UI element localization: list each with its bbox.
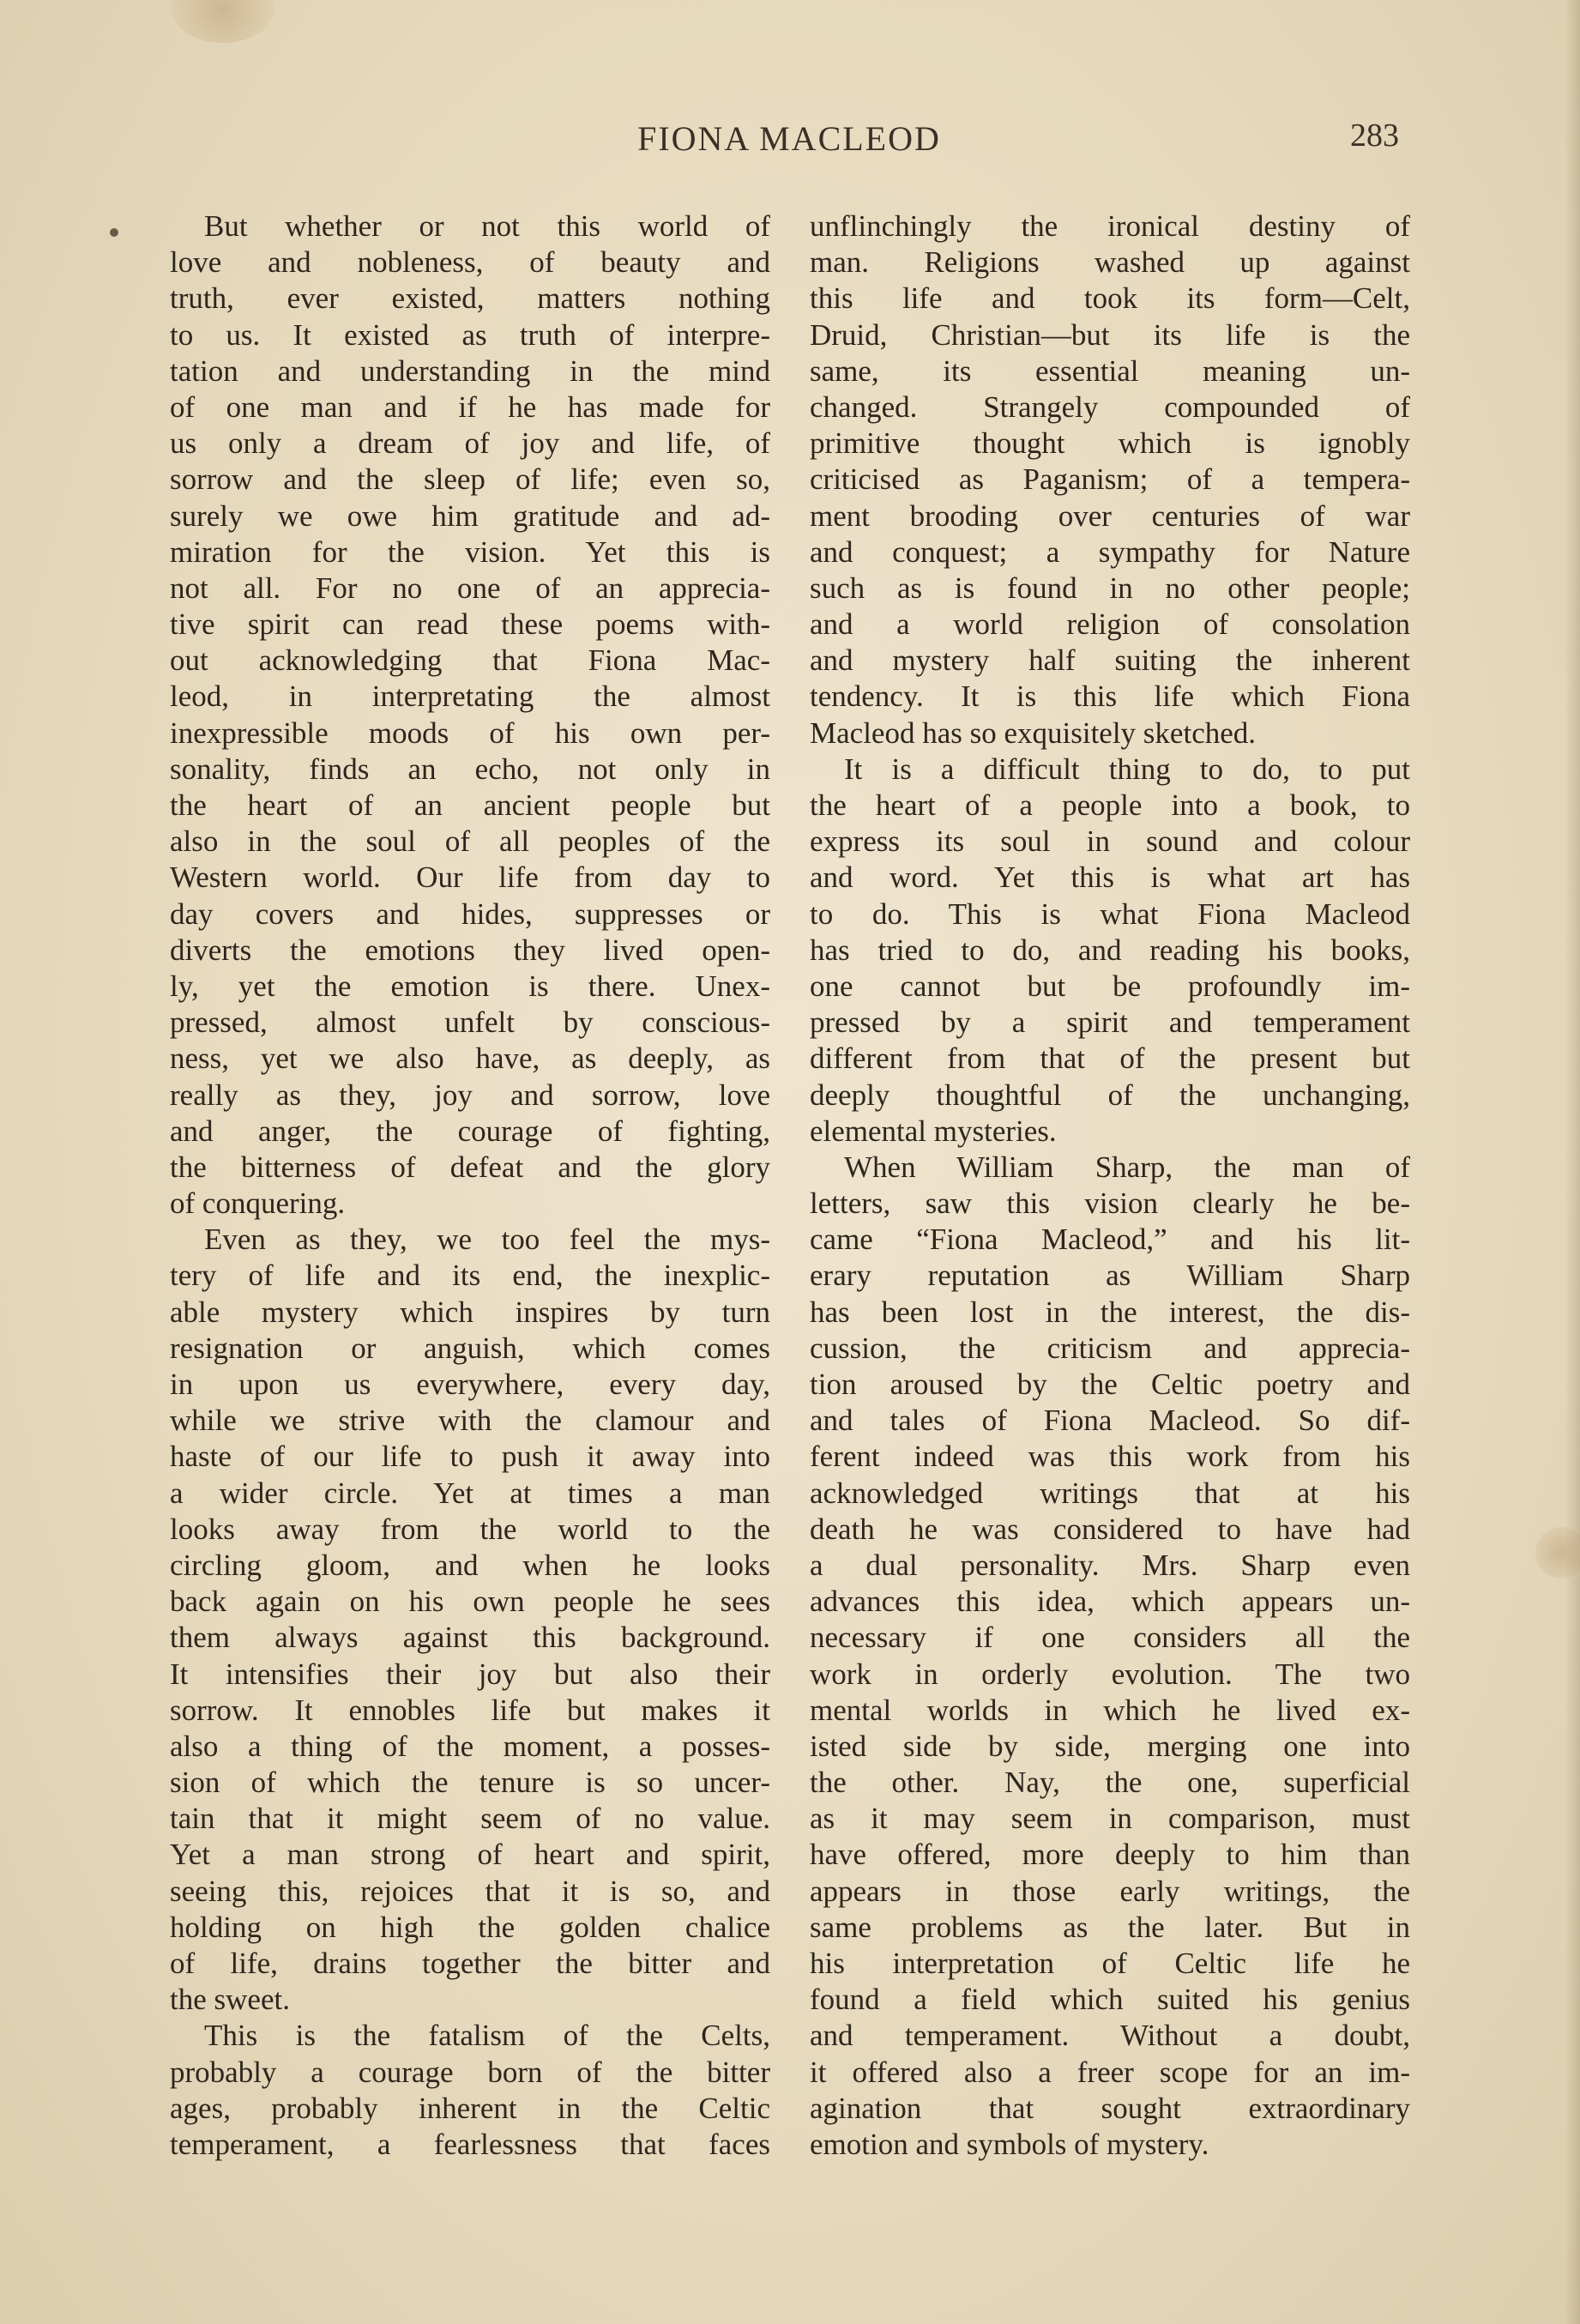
text-line: came “Fiona Macleod,” and his lit- xyxy=(810,1222,1410,1257)
text-line: the heart of an ancient people but xyxy=(170,788,770,822)
text-line: found a field which suited his genius xyxy=(810,1983,1410,2017)
text-line: and word. Yet this is what art has xyxy=(810,860,1410,895)
paper-stain xyxy=(172,0,274,43)
text-line: a dual personality. Mrs. Sharp even xyxy=(810,1548,1410,1582)
text-line: of one man and if he has made for xyxy=(170,389,770,424)
text-line: out acknowledging that Fiona Mac- xyxy=(170,643,770,678)
text-line: and a world religion of consolation xyxy=(810,607,1410,642)
text-line: It is a difficult thing to do, to put xyxy=(844,752,1410,786)
text-line: also in the soul of all peoples of the xyxy=(170,824,770,859)
paper-stain xyxy=(1535,1527,1580,1579)
text-line: surely we owe him gratitude and ad- xyxy=(170,498,770,533)
text-line: this life and took its form—Celt, xyxy=(810,281,1410,316)
text-line: ly, yet the emotion is there. Unex- xyxy=(170,969,770,1003)
text-line: has tried to do, and reading his books, xyxy=(810,933,1410,967)
text-line: as it may seem in comparison, must xyxy=(810,1802,1410,1836)
text-line: But whether or not this world of xyxy=(204,209,770,243)
text-line: able mystery which inspires by turn xyxy=(170,1295,770,1329)
text-line: of conquering. xyxy=(170,1186,346,1221)
text-line: circling gloom, and when he looks xyxy=(170,1548,770,1582)
text-line: This is the fatalism of the Celts, xyxy=(204,2019,770,2053)
text-line: the heart of a people into a book, to xyxy=(810,788,1410,822)
text-line: one cannot but be profoundly im- xyxy=(810,969,1410,1003)
text-line: It intensifies their joy but also their xyxy=(170,1657,770,1691)
text-line: probably a courage born of the bitter xyxy=(170,2055,770,2089)
text-line: have offered, more deeply to him than xyxy=(810,1838,1410,1872)
margin-mark xyxy=(110,228,118,237)
text-line: such as is found in no other people; xyxy=(810,570,1410,605)
text-line: ment brooding over centuries of war xyxy=(810,498,1410,533)
text-line: them always against this background. xyxy=(170,1621,770,1655)
text-line: while we strive with the clamour and xyxy=(170,1403,770,1438)
text-line: mental worlds in which he lived ex- xyxy=(810,1693,1410,1727)
text-line: ness, yet we also have, as deeply, as xyxy=(170,1041,770,1076)
text-line: letters, saw this vision clearly he be- xyxy=(810,1186,1410,1221)
text-line: sorrow and the sleep of life; even so, xyxy=(170,462,770,497)
text-line: leod, in interpretating the almost xyxy=(170,679,770,714)
text-line: also a thing of the moment, a posses- xyxy=(170,1729,770,1763)
text-line: not all. For no one of an apprecia- xyxy=(170,570,770,605)
text-line: love and nobleness, of beauty and xyxy=(170,245,770,280)
text-line: tion aroused by the Celtic poetry and xyxy=(810,1367,1410,1401)
text-line: to us. It existed as truth of interpre- xyxy=(170,317,770,352)
running-title: FIONA MACLEOD xyxy=(637,119,941,158)
left-text-column xyxy=(170,208,770,2163)
text-line: inexpressible moods of his own per- xyxy=(170,715,770,750)
text-line: Even as they, we too feel the mys- xyxy=(204,1222,770,1257)
text-line: looks away from the world to the xyxy=(170,1512,770,1546)
text-line: of life, drains together the bitter and xyxy=(170,1947,770,1980)
text-line: Macleod has so exquisitely sketched. xyxy=(810,715,1257,750)
text-line: Druid, Christian—but its life is the xyxy=(810,317,1410,352)
page-edge-shadow xyxy=(1565,0,1580,2324)
text-line: resignation or anguish, which comes xyxy=(170,1331,770,1365)
text-line: and tales of Fiona Macleod. So dif- xyxy=(810,1403,1410,1438)
text-line: tain that it might seem of no value. xyxy=(170,1802,770,1836)
text-line: primitive thought which is ignobly xyxy=(810,426,1410,461)
text-line: sion of which the tenure is so uncer- xyxy=(170,1766,770,1800)
text-line: diverts the emotions they lived open- xyxy=(170,933,770,967)
text-line: miration for the vision. Yet this is xyxy=(170,534,770,569)
text-line: ferent indeed was this work from his xyxy=(810,1440,1410,1474)
text-line: and anger, the courage of fighting, xyxy=(170,1114,770,1148)
text-line: Western world. Our life from day to xyxy=(170,860,770,895)
text-line: acknowledged writings that at his xyxy=(810,1476,1410,1510)
text-line: same, its essential meaning un- xyxy=(810,353,1410,388)
text-line: truth, ever existed, matters nothing xyxy=(170,281,770,316)
text-line: deeply thoughtful of the unchanging, xyxy=(810,1077,1410,1112)
text-line: back again on his own people he sees xyxy=(170,1585,770,1619)
text-line: criticised as Paganism; of a tempera- xyxy=(810,462,1410,497)
text-line: necessary if one considers all the xyxy=(810,1621,1410,1655)
text-line: the other. Nay, the one, superficial xyxy=(810,1766,1410,1800)
page-number: 283 xyxy=(1350,118,1399,154)
text-line: elemental mysteries. xyxy=(810,1114,1057,1148)
text-line: Yet a man strong of heart and spirit, xyxy=(170,1838,770,1872)
text-line: different from that of the present but xyxy=(810,1041,1410,1076)
text-line: advances this idea, which appears un- xyxy=(810,1585,1410,1619)
text-line: the bitterness of defeat and the glory xyxy=(170,1150,770,1184)
text-line: it offered also a freer scope for an im- xyxy=(810,2055,1410,2089)
text-line: us only a dream of joy and life, of xyxy=(170,426,770,461)
text-line: a wider circle. Yet at times a man xyxy=(170,1476,770,1510)
text-line: the sweet. xyxy=(170,1983,290,2017)
text-line: seeing this, rejoices that it is so, and xyxy=(170,1874,770,1908)
page-header xyxy=(0,118,1580,170)
text-line: appears in those early writings, the xyxy=(810,1874,1410,1908)
text-line: in upon us everywhere, every day, xyxy=(170,1367,770,1401)
text-line: changed. Strangely compounded of xyxy=(810,389,1410,424)
text-line: and conquest; a sympathy for Nature xyxy=(810,534,1410,569)
text-line: same problems as the later. But in xyxy=(810,1910,1410,1944)
text-line: really as they, joy and sorrow, love xyxy=(170,1077,770,1112)
text-line: death he was considered to have had xyxy=(810,1512,1410,1546)
text-line: isted side by side, merging one into xyxy=(810,1729,1410,1763)
text-line: sonality, finds an echo, not only in xyxy=(170,752,770,786)
text-line: unflinchingly the ironical destiny of xyxy=(810,209,1410,243)
text-line: temperament, a fearlessness that faces xyxy=(170,2127,770,2161)
text-line: tery of life and its end, the inexplic- xyxy=(170,1259,770,1293)
text-line: work in orderly evolution. The two xyxy=(810,1657,1410,1691)
text-line: to do. This is what Fiona Macleod xyxy=(810,896,1410,931)
text-line: his interpretation of Celtic life he xyxy=(810,1947,1410,1980)
text-line: and mystery half suiting the inherent xyxy=(810,643,1410,678)
text-line: tendency. It is this life which Fiona xyxy=(810,679,1410,714)
text-line: holding on high the golden chalice xyxy=(170,1910,770,1944)
text-line: pressed, almost unfelt by conscious- xyxy=(170,1005,770,1040)
text-line: man. Religions washed up against xyxy=(810,245,1410,280)
text-line: express its soul in sound and colour xyxy=(810,824,1410,859)
text-line: and temperament. Without a doubt, xyxy=(810,2019,1410,2053)
text-line: emotion and symbols of mystery. xyxy=(810,2127,1209,2161)
right-text-column xyxy=(810,208,1410,2163)
text-line: day covers and hides, suppresses or xyxy=(170,896,770,931)
text-line: tation and understanding in the mind xyxy=(170,353,770,388)
text-line: tive spirit can read these poems with- xyxy=(170,607,770,642)
text-line: sorrow. It ennobles life but makes it xyxy=(170,1693,770,1727)
text-line: When William Sharp, the man of xyxy=(844,1150,1410,1184)
text-line: cussion, the criticism and apprecia- xyxy=(810,1331,1410,1365)
text-line: haste of our life to push it away into xyxy=(170,1440,770,1474)
text-line: has been lost in the interest, the dis- xyxy=(810,1295,1410,1329)
text-line: agination that sought extraordinary xyxy=(810,2091,1410,2125)
text-line: pressed by a spirit and temperament xyxy=(810,1005,1410,1040)
text-line: erary reputation as William Sharp xyxy=(810,1259,1410,1293)
text-line: ages, probably inherent in the Celtic xyxy=(170,2091,770,2125)
